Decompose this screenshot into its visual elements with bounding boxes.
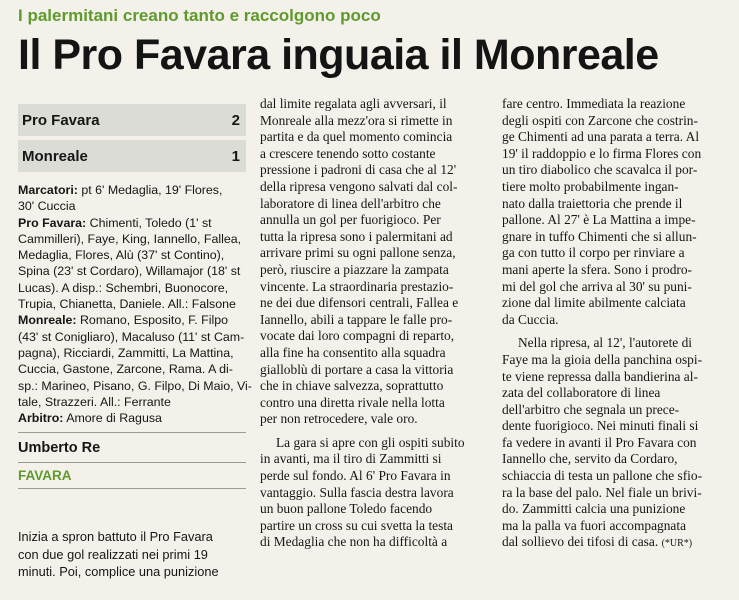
lineup-text: Spina (23' st Cordaro), Willamajor (18' st (18, 264, 241, 279)
team-name: Monreale (22, 147, 88, 165)
article-line: partire un cross su cui svetta la testa (260, 517, 453, 533)
article-line: Monreale alla mezz'ora si rimette in (260, 112, 453, 128)
arbitro-label: Arbitro: (18, 411, 64, 426)
article-column-3 (502, 96, 728, 553)
lineup-text: sp.: Marineo, Pisano, G. Filpo, Di Maio, Vi- (18, 378, 252, 393)
article-line: della ripresa vengono salvati dal col- (260, 178, 458, 194)
article-line: annulla un gol per fuorigioco. Per (260, 212, 441, 228)
article-line: in avanti, ma il tiro di Zammitti si (260, 451, 442, 467)
marcatori-label: Marcatori: (18, 183, 78, 197)
lineup-text: Amore di Ragusa (63, 411, 162, 426)
author-byline: Umberto Re (18, 440, 101, 457)
article-line: schiaccia di testa un pallone che sfio- (502, 468, 703, 484)
lineup-text: 30' Cuccia (18, 199, 76, 214)
article-line: Iannello che, servito da Cordaro, (502, 451, 678, 467)
article-line: vantaggio. Sulla fascia destra lavora (260, 484, 454, 500)
article-line: alla fine ha consentito alla squadra (260, 344, 446, 360)
dateline: FAVARA (18, 468, 72, 484)
article-line: con due gol realizzati nei primi 19 (18, 546, 208, 562)
article-line: fa vedere in avanti il Pro Favara con (502, 434, 697, 450)
score-row-away (18, 140, 246, 172)
lineup-text: Romano, Esposito, F. Filpo (76, 313, 229, 328)
article-line: fare centro. Immediata la reazione (502, 96, 686, 111)
monreale-label: Monreale: (18, 313, 77, 328)
article-line: ma la palla va fuori accompagnata (502, 517, 687, 533)
article-line: perde sul fondo. Al 6' Pro Favara in (260, 468, 451, 484)
article-line: mi del gol che arriva al 30' su puni- (502, 278, 692, 294)
lineup-text: Medaglia, Flores, Alù (37' st Contino), (18, 248, 225, 263)
article-line: dente fuorigioco. Nei minuti finali si (502, 418, 699, 434)
lineup-text: tale, Strazzeri. All.: Ferrante (18, 394, 171, 409)
article-line: do. Zammitti calcia una punizione (502, 501, 686, 517)
article-line: zione dal limite abilmente calciata (502, 295, 686, 311)
profavara-label: Pro Favara: (18, 215, 87, 230)
signature: (*UR*) (661, 538, 693, 550)
team-goals: 1 (231, 147, 240, 165)
article-line: per non retrocedere, vale oro. (260, 411, 418, 427)
article-line: vocate dai loro compagni di reparto, (260, 328, 455, 344)
lineup-text: pagna), Ricciardi, Zammitti, La Mattina, (18, 345, 234, 360)
article-line: degli ospiti con Zarcone che costrin- (502, 112, 698, 128)
article-line: gnare in tuffo Chimenti che si allun- (502, 228, 697, 244)
divider (18, 432, 246, 433)
article-line: tiere molto probabilmente ingan- (502, 178, 679, 194)
headline: Il Pro Favara inguaia il Monreale (18, 31, 659, 79)
article-line: partita e da quel momento comincia (260, 129, 453, 145)
lineup-text: Cammilleri), Faye, King, Iannello, Fallea, (18, 231, 242, 246)
kicker: I palermitani creano tanto e raccolgono poco (18, 6, 381, 25)
article-line: dell'arbitro che segnala un prece- (502, 401, 680, 417)
team-name: Pro Favara (22, 111, 100, 129)
article-line: un tiro diabolico che scavalca il por- (502, 162, 698, 178)
article-line: nato dalla traiettoria che prende il (502, 195, 683, 211)
article-column-1 (18, 528, 246, 581)
divider (18, 488, 246, 489)
article-line: laboratore di linea dell'arbitro che (260, 195, 441, 211)
article-line: minuti. Poi, complice una punizione (18, 564, 219, 579)
lineup-text: (43' st Conigliaro), Macaluso (11' st Cam- (18, 329, 245, 344)
article-line: ne dei due difensori centrali, Fallea e (260, 295, 459, 311)
article-line: ga con tutto il corpo per rinviare a (502, 245, 685, 261)
article-line: che in chiave salvezza, soprattutto (260, 378, 444, 394)
article-line: ge Chimenti ad una parata a terra. Al (502, 129, 700, 145)
article-line: a crescere tenendo sotto costante (260, 145, 436, 161)
article-line: dal sollievo dei tifosi di casa. (*UR*) (502, 534, 693, 550)
match-sidebar (18, 104, 252, 494)
article-line: però, riuscire a piazzare la zampata (260, 261, 449, 277)
lineups (18, 182, 252, 426)
article-line: mani aperte la sfera. Sono i prodro- (502, 261, 693, 277)
article-line: Faye ma la gioia della panchina ospi- (502, 351, 703, 367)
lineup-text: Cuccia, Gastone, Zarcone, Rama. A di- (18, 362, 233, 377)
article-line: te viene repressa dalla bandierina al- (502, 368, 698, 384)
article-line: Inizia a spron battuto il Pro Favara (18, 529, 213, 544)
article-column-2 (260, 96, 488, 551)
article-line: arrivare primi su ogni pallone senza, (260, 245, 456, 261)
article-line: ra la base del palo. Nel fiale un brivi- (502, 484, 702, 500)
team-goals: 2 (231, 111, 240, 129)
article-line: un buon pallone Toledo facendo (260, 501, 433, 517)
article-line: gialloblù di portare a casa la vittoria (260, 361, 454, 377)
lineup-text: pt 6' Medaglia, 19' Flores, (77, 183, 223, 197)
article-line: zata del collaboratore di linea (502, 385, 661, 401)
article-line: Iannello, abili a tappare le falle pro- (260, 311, 453, 327)
article-line: vincente. La straordinaria prestazio- (260, 278, 454, 294)
article-line: di Medaglia che non ha difficoltà a (260, 534, 448, 550)
lineup-text: Trupia, Chianetta, Daniele. All.: Falsone (18, 297, 236, 312)
article-line: Nella ripresa, al 12', l'autorete di (518, 335, 692, 351)
article-line: pressione i padroni di casa che al 12' (260, 162, 457, 178)
article-line: pallone. Al 27' è La Mattina a impe- (502, 212, 696, 228)
lineup-text: Chimenti, Toledo (1' st (86, 215, 212, 230)
score-row-home (18, 104, 246, 136)
divider (18, 462, 246, 463)
lineup-text: Lucas). A disp.: Schembri, Buonocore, (18, 280, 229, 295)
article-line: contro una diretta rivale nella lotta (260, 394, 445, 410)
article-line: La gara si apre con gli ospiti subito (276, 434, 465, 450)
article-line: tutta la ripresa sono i palermitani ad (260, 228, 453, 244)
article-line: 19' il raddoppio e lo firma Flores con (502, 145, 702, 161)
article-line: dal limite regalata agli avversari, il (260, 96, 447, 111)
article-line: da Cuccia. (502, 311, 559, 327)
